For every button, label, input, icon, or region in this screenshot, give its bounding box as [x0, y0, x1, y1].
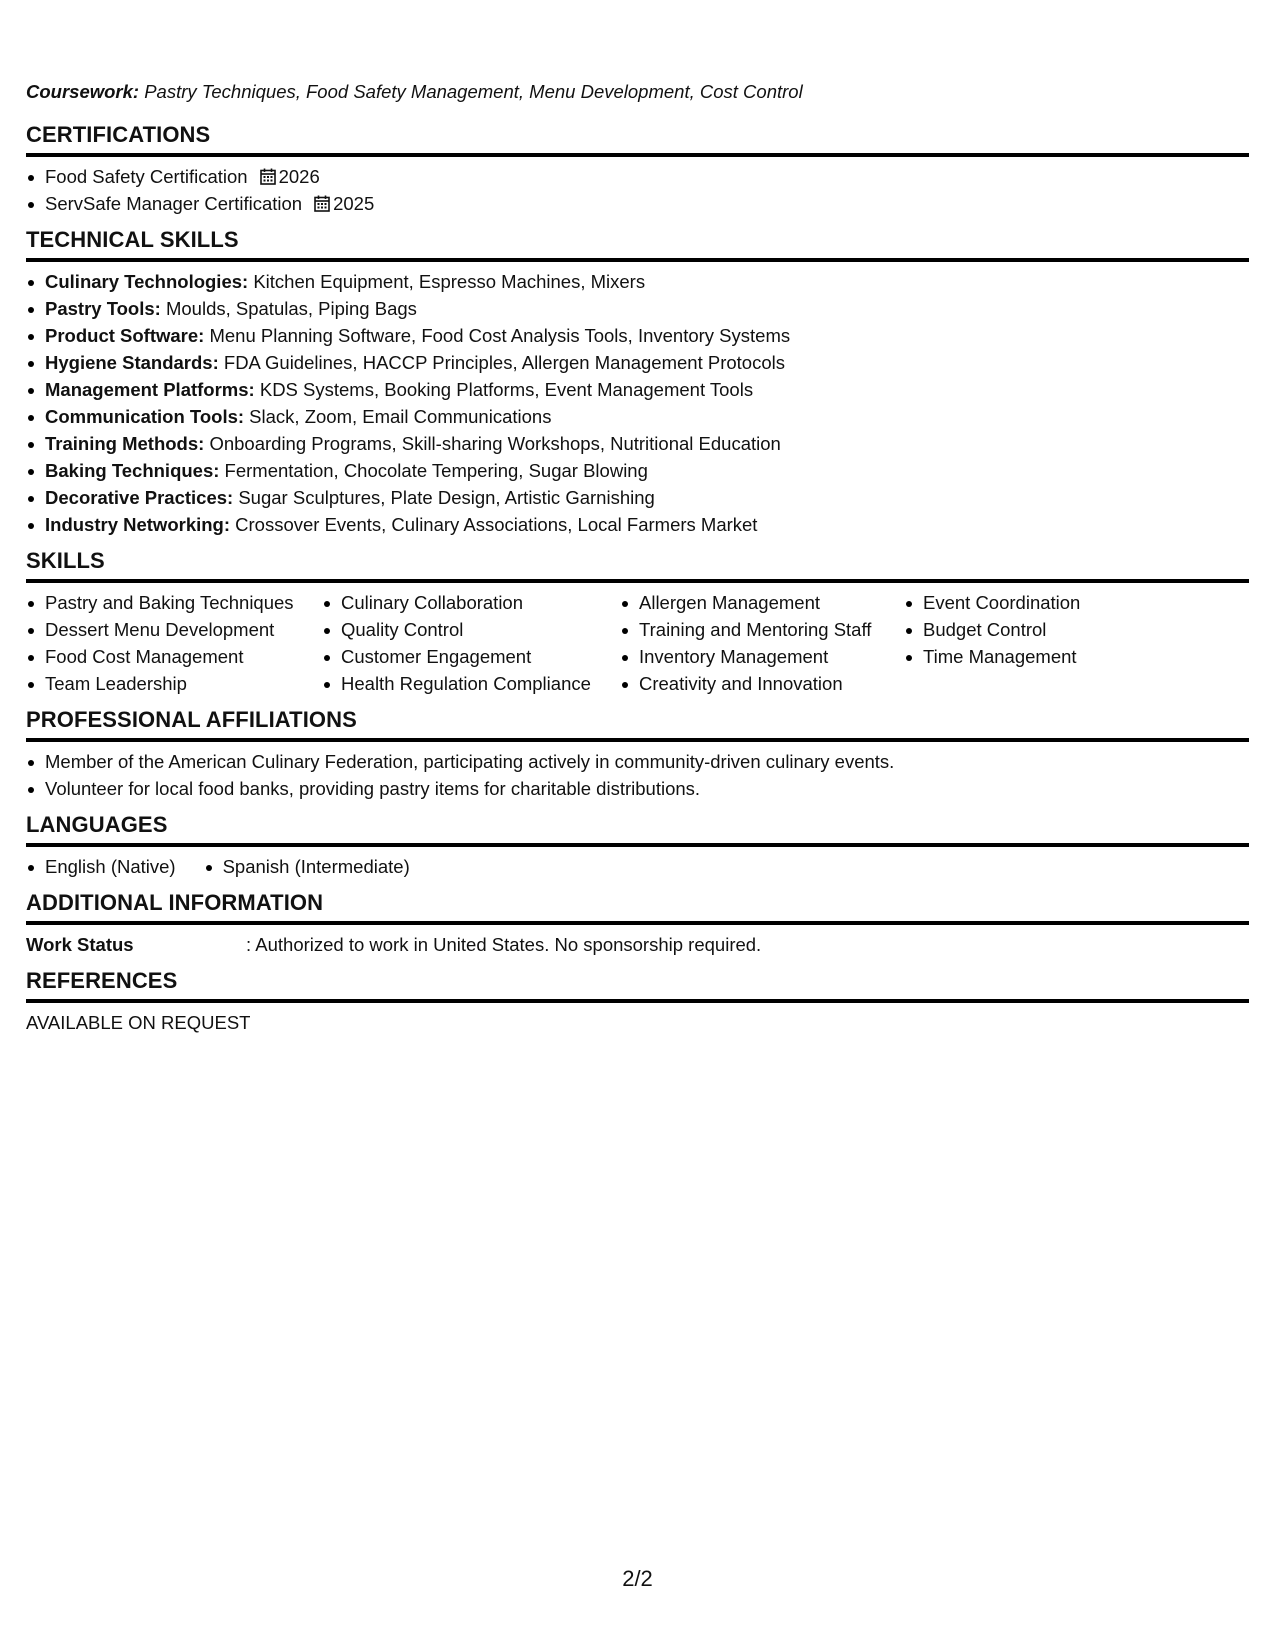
certifications-section: [26, 120, 1249, 217]
affiliations-list: [26, 748, 1249, 802]
technical-skill-label: Baking Techniques:: [45, 460, 220, 481]
skill-item: Event Coordination: [904, 589, 1144, 616]
languages-heading: LANGUAGES: [26, 810, 1249, 847]
page-number: 2/2: [622, 1566, 653, 1591]
technical-skill-label: Industry Networking:: [45, 514, 231, 535]
coursework-line: [26, 78, 1249, 106]
skill-item: Allergen Management: [620, 589, 904, 616]
skills-column: [322, 589, 620, 697]
certification-year: 2026: [278, 166, 320, 187]
technical-skills-list: [26, 268, 1249, 538]
skill-item: Culinary Collaboration: [322, 589, 620, 616]
technical-skill-value: Onboarding Programs, Skill-sharing Workshops, Nutritional Education: [204, 433, 781, 454]
skills-column: [26, 589, 322, 697]
additional-information-section: [26, 888, 1249, 958]
calendar-icon: [260, 168, 276, 185]
skill-item: Customer Engagement: [322, 643, 620, 670]
skills-column: [620, 589, 904, 697]
affiliations-heading: PROFESSIONAL AFFILIATIONS: [26, 705, 1249, 742]
technical-skill-item: [26, 403, 1249, 430]
technical-skill-label: Communication Tools:: [45, 406, 245, 427]
work-status-value: : Authorized to work in United States. No sponsorship required.: [246, 934, 762, 955]
certifications-heading: CERTIFICATIONS: [26, 120, 1249, 157]
technical-skill-label: Management Platforms:: [45, 379, 255, 400]
skill-item: Time Management: [904, 643, 1144, 670]
technical-skill-item: [26, 484, 1249, 511]
certification-name: ServSafe Manager Certification: [45, 193, 303, 214]
technical-skill-value: Menu Planning Software, Food Cost Analysis Tools, Inventory Systems: [204, 325, 791, 346]
technical-skill-item: [26, 457, 1249, 484]
work-status-label: Work Status: [26, 934, 134, 955]
certification-item: [26, 190, 1249, 217]
additional-information-heading: ADDITIONAL INFORMATION: [26, 888, 1249, 925]
technical-skill-label: Decorative Practices:: [45, 487, 234, 508]
affiliation-item: Volunteer for local food banks, providing pastry items for charitable distributions.: [26, 775, 1249, 802]
technical-skill-value: Slack, Zoom, Email Communications: [244, 406, 552, 427]
coursework-label: Coursework:: [26, 81, 140, 102]
technical-skill-value: Sugar Sculptures, Plate Design, Artistic Garnishing: [233, 487, 655, 508]
technical-skill-value: Kitchen Equipment, Espresso Machines, Mixers: [248, 271, 646, 292]
technical-skill-value: Moulds, Spatulas, Piping Bags: [160, 298, 417, 319]
technical-skill-label: Hygiene Standards:: [45, 352, 219, 373]
skill-item: Budget Control: [904, 616, 1144, 643]
certifications-list: [26, 163, 1249, 217]
skills-heading: SKILLS: [26, 546, 1249, 583]
skill-item: Quality Control: [322, 616, 620, 643]
technical-skill-value: Fermentation, Chocolate Tempering, Sugar Blowing: [219, 460, 648, 481]
certification-name: Food Safety Certification: [45, 166, 248, 187]
technical-skill-item: [26, 295, 1249, 322]
certification-item: [26, 163, 1249, 190]
technical-skill-item: [26, 430, 1249, 457]
references-text: AVAILABLE ON REQUEST: [26, 1012, 251, 1033]
technical-skill-value: FDA Guidelines, HACCP Principles, Allergen Management Protocols: [218, 352, 785, 373]
skill-item: Pastry and Baking Techniques: [26, 589, 322, 616]
technical-skill-item: [26, 376, 1249, 403]
skill-item: Inventory Management: [620, 643, 904, 670]
references-section: [26, 966, 1249, 1036]
skill-item: Dessert Menu Development: [26, 616, 322, 643]
skills-grid: [26, 589, 1249, 697]
language-item: Spanish (Intermediate): [204, 853, 410, 880]
skills-column: [904, 589, 1144, 697]
technical-skill-item: [26, 511, 1249, 538]
skill-item: Health Regulation Compliance: [322, 670, 620, 697]
resume-page: [26, 78, 1249, 1044]
skill-item: Team Leadership: [26, 670, 322, 697]
technical-skill-item: [26, 349, 1249, 376]
technical-skill-value: Crossover Events, Culinary Associations, Local Farmers Market: [230, 514, 758, 535]
certification-year: 2025: [333, 193, 375, 214]
work-status-row: [26, 931, 1249, 958]
language-item: English (Native): [26, 853, 176, 880]
technical-skill-item: [26, 322, 1249, 349]
skill-item: Training and Mentoring Staff: [620, 616, 904, 643]
coursework-text: Pastry Techniques, Food Safety Management, Menu Development, Cost Control: [139, 81, 803, 102]
skills-section: [26, 546, 1249, 697]
technical-skill-item: [26, 268, 1249, 295]
skill-item: Food Cost Management: [26, 643, 322, 670]
references-heading: REFERENCES: [26, 966, 1249, 1003]
technical-skill-label: Pastry Tools:: [45, 298, 161, 319]
technical-skill-label: Culinary Technologies:: [45, 271, 249, 292]
technical-skills-section: [26, 225, 1249, 538]
affiliation-item: Member of the American Culinary Federation, participating actively in community-driven culinary events.: [26, 748, 1249, 775]
languages-section: [26, 810, 1249, 880]
technical-skill-label: Training Methods:: [45, 433, 205, 454]
skill-item: Creativity and Innovation: [620, 670, 904, 697]
technical-skill-label: Product Software:: [45, 325, 205, 346]
technical-skill-value: KDS Systems, Booking Platforms, Event Management Tools: [254, 379, 754, 400]
calendar-icon: [314, 195, 330, 212]
languages-list: [26, 853, 1249, 880]
technical-skills-heading: TECHNICAL SKILLS: [26, 225, 1249, 262]
affiliations-section: [26, 705, 1249, 802]
